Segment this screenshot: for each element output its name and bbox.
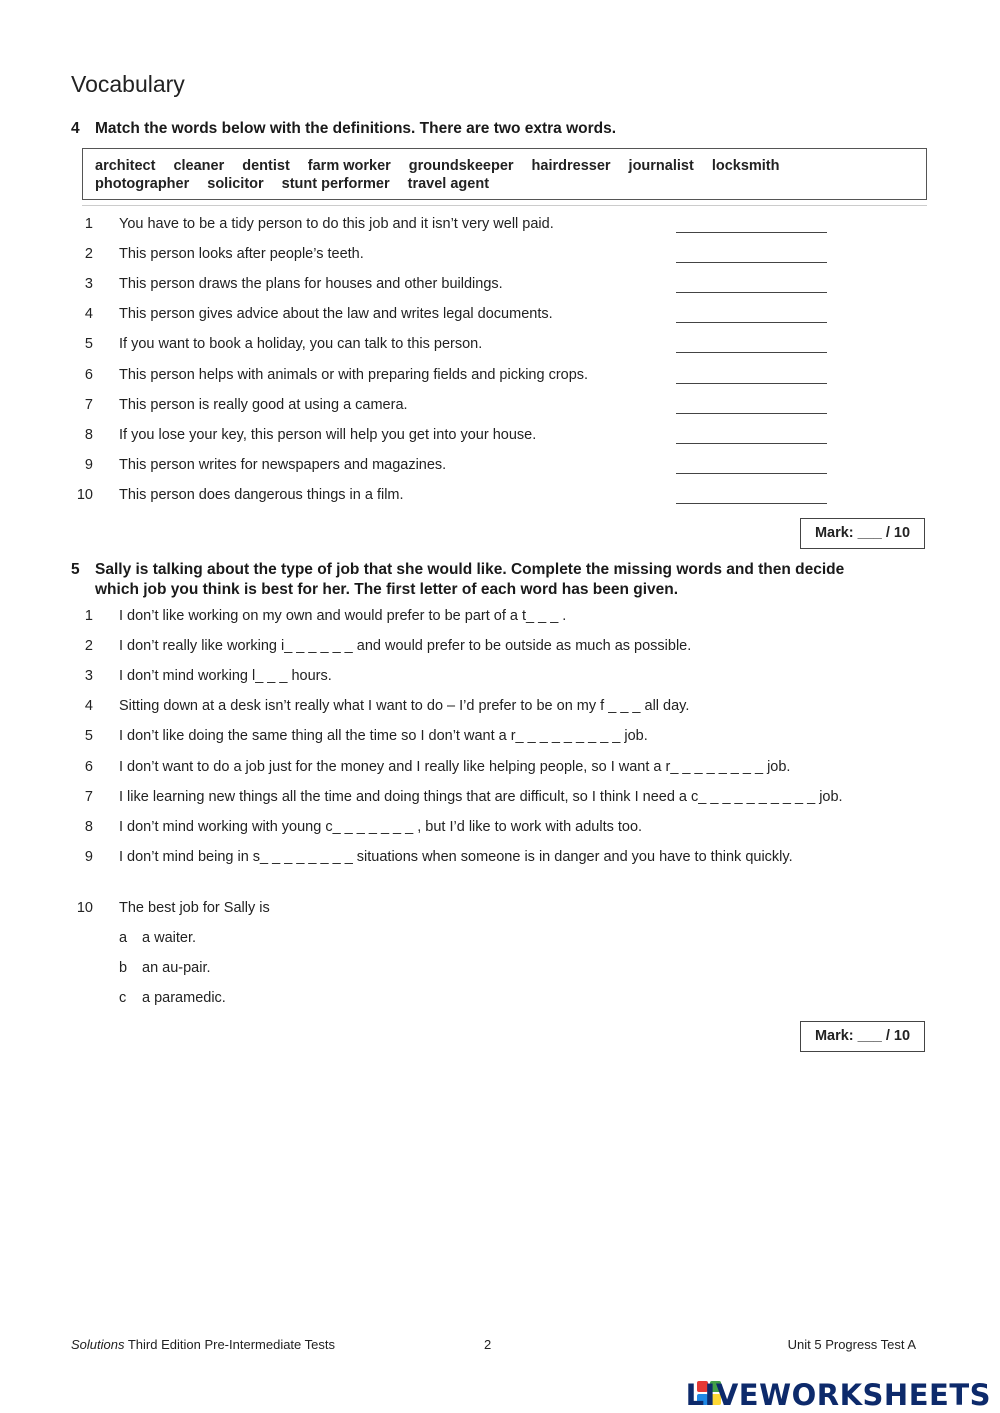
option-text: an au-pair. [142,960,211,976]
item-text: I like learning new things all the time and doing things that are difficult, so I think I need a c_ _ _ _ _ _ _ _ _ _ job. [119,788,843,805]
item-text: If you want to book a holiday, you can talk to this person. [119,336,483,353]
answer-blank[interactable] [676,443,827,444]
word-bank-word: groundskeeper [408,158,514,174]
footer-book-italic: Solutions [71,1337,125,1352]
item-text: The best job for Sally is [119,900,270,916]
item-number: 5 [84,728,93,745]
item-number: 2 [84,638,93,655]
item-number: 1 [84,216,93,232]
item-text: This person draws the plans for houses and other buildings. [119,276,503,293]
answer-blank[interactable] [676,503,827,504]
word-bank-row-1 [95,158,798,174]
footer-page-number: 2 [484,1337,492,1352]
option-text: a paramedic. [142,990,226,1006]
divider-rule [82,205,927,206]
answer-blank[interactable] [676,232,827,233]
word-bank-word: travel agent [407,176,490,192]
footer-book-rest: Third Edition Pre-Intermediate Tests [124,1337,335,1352]
item-text: This person is really good at using a camera. [119,396,408,413]
q4-instruction: Match the words below with the definitions. There are two extra words. [95,120,617,137]
word-bank-word: farm worker [307,158,391,174]
word-bank-word: architect [95,158,156,174]
word-bank-word: cleaner [173,158,225,174]
answer-blank[interactable] [676,292,827,293]
item-number: 10 [76,900,93,916]
q5-option[interactable] [119,960,419,978]
q5-item[interactable] [71,668,951,686]
word-bank-row-2 [95,176,507,192]
q5-item[interactable] [71,789,951,807]
item-number: 4 [84,698,93,715]
word-bank-word: dentist [242,158,290,174]
item-text: This person writes for newspapers and magazines. [119,456,447,473]
answer-blank[interactable] [676,383,827,384]
word-bank-word: hairdresser [531,158,611,174]
item-number: 8 [84,426,93,443]
item-number: 7 [84,788,93,805]
item-number: 6 [84,366,93,383]
answer-blank[interactable] [676,473,827,474]
item-number: 6 [84,758,93,775]
word-bank-word: locksmith [711,158,780,174]
q5-item[interactable] [71,698,951,716]
item-number: 8 [84,818,93,835]
q5-item[interactable] [71,759,951,777]
item-text: If you lose your key, this person will help you get into your house. [119,426,537,443]
option-text: a waiter. [142,930,196,946]
answer-blank[interactable] [676,352,827,353]
item-text: This person helps with animals or with preparing fields and picking crops. [119,366,589,383]
item-number: 4 [84,306,93,323]
q5-instruction-line-2: which job you think is best for her. The first letter of each word has been given. [95,581,679,598]
item-text: This person looks after people’s teeth. [119,246,364,263]
item-text: This person gives advice about the law and writes legal documents. [119,306,553,323]
q4-mark-box[interactable]: Mark: ___ / 10 [800,518,925,549]
q5-item[interactable] [71,819,951,837]
item-text: You have to be a tidy person to do this job and it isn’t very well paid. [119,216,554,232]
q5-instruction-line-1: Sally is talking about the type of job that she would like. Complete the missing words and then decide [95,561,845,578]
footer-unit: Unit 5 Progress Test A [787,1337,916,1352]
option-letter: b [119,960,128,976]
item-text: This person does dangerous things in a film. [119,486,404,503]
item-text: Sitting down at a desk isn’t really what I want to do – I’d prefer to be on my f _ _ _ all day. [119,698,690,715]
q5-mark-box[interactable]: Mark: ___ / 10 [800,1021,925,1052]
q5-item[interactable] [71,849,951,867]
item-number: 3 [84,668,93,685]
q5-item[interactable] [71,728,951,746]
answer-blank[interactable] [676,322,827,323]
item-text: I don’t like doing the same thing all the time so I don’t want a r_ _ _ _ _ _ _ _ _ job. [119,728,648,745]
q5-option[interactable] [119,930,419,948]
word-bank-word: photographer [95,176,190,192]
item-text: I don’t really like working i_ _ _ _ _ _ and would prefer to be outside as much as possible. [119,638,692,655]
item-number: 3 [84,276,93,293]
item-number: 2 [84,246,93,263]
liveworksheets-logo[interactable]: LIVEWORKSHEETS [685,1378,991,1412]
item-text: I don’t like working on my own and would prefer to be part of a t_ _ _ . [119,608,567,624]
item-number: 5 [84,336,93,353]
item-number: 7 [84,396,93,413]
item-text: I don’t mind being in s_ _ _ _ _ _ _ _ situations when someone is in danger and you have to think quickly. [119,848,793,865]
q5-option[interactable] [119,990,419,1008]
word-bank-word: solicitor [207,176,264,192]
answer-blank[interactable] [676,413,827,414]
word-bank [82,148,927,200]
q5-item-10 [71,900,471,918]
q5-number: 5 [71,561,80,578]
item-number: 1 [84,608,93,624]
option-letter: c [119,990,127,1006]
footer-book-title [71,1337,335,1352]
item-text: I don’t mind working l_ _ _ hours. [119,668,332,685]
item-number: 9 [84,848,93,865]
option-letter: a [119,930,128,946]
q4-heading [71,119,931,139]
answer-blank[interactable] [676,262,827,263]
word-bank-word: journalist [628,158,694,174]
item-text: I don’t want to do a job just for the money and I really like helping people, so I want a r_ _ _ _ _ _ _ _ job. [119,758,791,775]
q5-item[interactable] [71,608,951,626]
word-bank-word: stunt performer [281,176,390,192]
q4-number: 4 [71,120,80,137]
item-number: 10 [76,486,93,503]
section-title: Vocabulary [71,71,185,97]
q5-heading [71,560,951,600]
item-text: I don’t mind working with young c_ _ _ _ _ _ _ , but I’d like to work with adults too. [119,818,643,835]
item-number: 9 [84,456,93,473]
q5-item[interactable] [71,638,951,656]
